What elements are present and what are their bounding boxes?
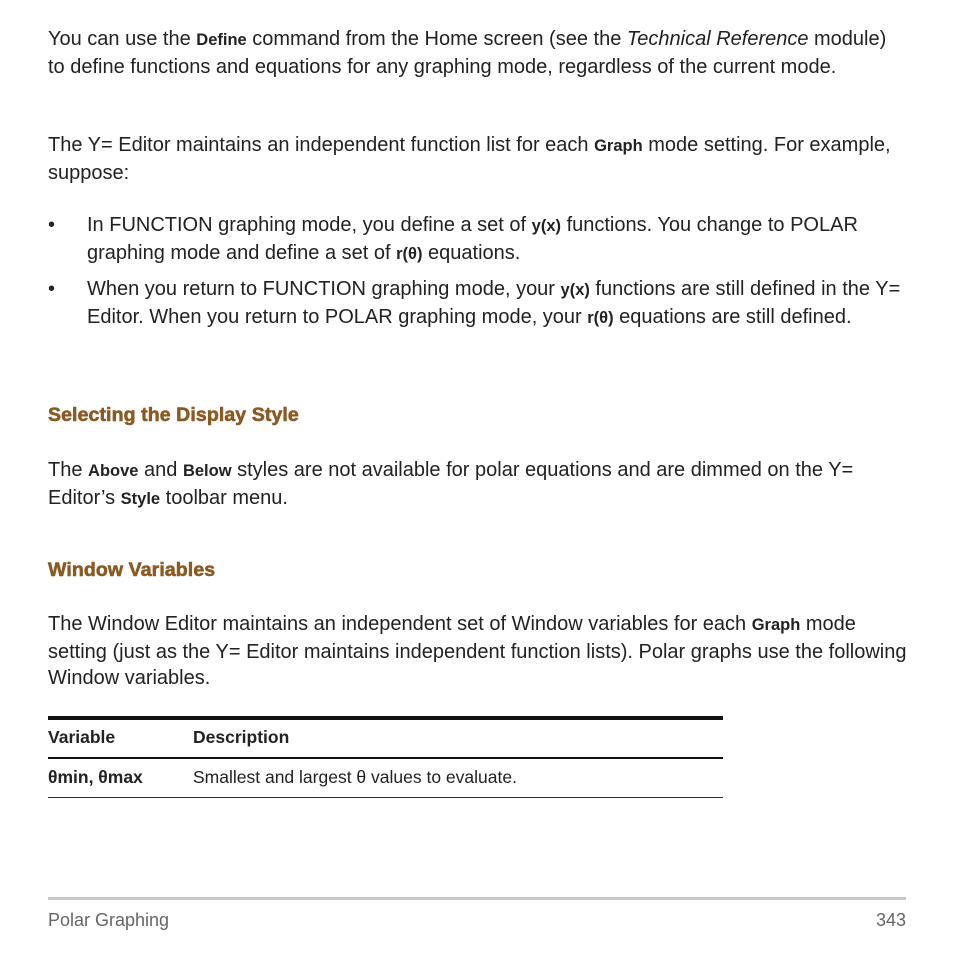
- bullet-text: [87, 212, 907, 267]
- display-style-text-3: styles are not available for polar equations and are dimmed on the Y= Editor’s: [48, 459, 854, 509]
- intro-text-2: command from the Home screen (see the: [246, 28, 627, 50]
- footer-divider: [48, 897, 906, 900]
- display-style-text-2: and: [138, 459, 183, 481]
- display-style-text-1: The: [48, 459, 89, 481]
- yx-command: y(x): [560, 281, 590, 299]
- graph-command: Graph: [751, 616, 801, 634]
- rtheta-command: r(θ): [396, 244, 423, 263]
- bullet-text-2: functions. You change to POLAR graphing mode and define a set of: [87, 214, 858, 264]
- display-style-text-4: toolbar menu.: [160, 486, 288, 509]
- graph-command: Graph: [594, 137, 643, 155]
- window-vars-text-2: mode setting (just as the Y= Editor maintains independent function lists). Polar graphs use the following Window variables.: [48, 613, 907, 689]
- intro-paragraph: [48, 26, 908, 80]
- intro-text-1: You can use the: [48, 28, 197, 50]
- bullet-marker: •: [48, 214, 56, 236]
- column-header-variable: Variable: [48, 727, 116, 747]
- define-command: Define: [196, 31, 247, 49]
- column-header-description: Description: [193, 727, 290, 747]
- window-variables-paragraph: [48, 611, 908, 692]
- bullet-text-3: equations.: [422, 241, 521, 264]
- yeditor-text-1: The Y= Editor maintains an independent function list for each: [48, 134, 595, 156]
- style-menu: Style: [120, 489, 161, 508]
- table-header-row: [48, 718, 723, 758]
- intro-text-3: module) to define functions and equations for any graphing mode, regardless of the current mode.: [48, 28, 887, 78]
- variable-cell: θmin, θmax: [48, 767, 143, 787]
- bullet-text-1: When you return to FUNCTION graphing mode, your: [87, 278, 561, 300]
- table-row: [48, 758, 723, 798]
- display-style-heading: Selecting the Display Style: [48, 404, 299, 426]
- window-variables-heading: Window Variables: [48, 559, 216, 581]
- above-style: Above: [88, 462, 139, 480]
- display-style-paragraph: [48, 457, 908, 512]
- window-vars-text-1: The Window Editor maintains an independent set of Window variables for each: [48, 613, 752, 635]
- window-variables-table: [48, 716, 723, 798]
- bullet-text: [87, 276, 907, 331]
- technical-reference-title: Technical Reference: [626, 28, 809, 50]
- bullet-marker: •: [48, 278, 56, 300]
- yx-command: y(x): [531, 217, 562, 235]
- yeditor-paragraph: [48, 132, 908, 186]
- yeditor-text-2: mode setting. For example, suppose:: [48, 134, 891, 184]
- rtheta-command: r(θ): [587, 308, 614, 327]
- bullet-text-2: functions are still defined in the Y= Editor. When you return to POLAR graphing mode, your: [87, 278, 901, 328]
- below-style: Below: [182, 462, 232, 480]
- bullet-text-3: equations are still defined.: [613, 305, 852, 328]
- footer-section-title: Polar Graphing: [48, 910, 170, 930]
- page-number: 343: [875, 910, 906, 930]
- bullet-text-1: In FUNCTION graphing mode, you define a set of: [87, 214, 532, 236]
- description-cell: Smallest and largest θ values to evaluate.: [193, 767, 517, 787]
